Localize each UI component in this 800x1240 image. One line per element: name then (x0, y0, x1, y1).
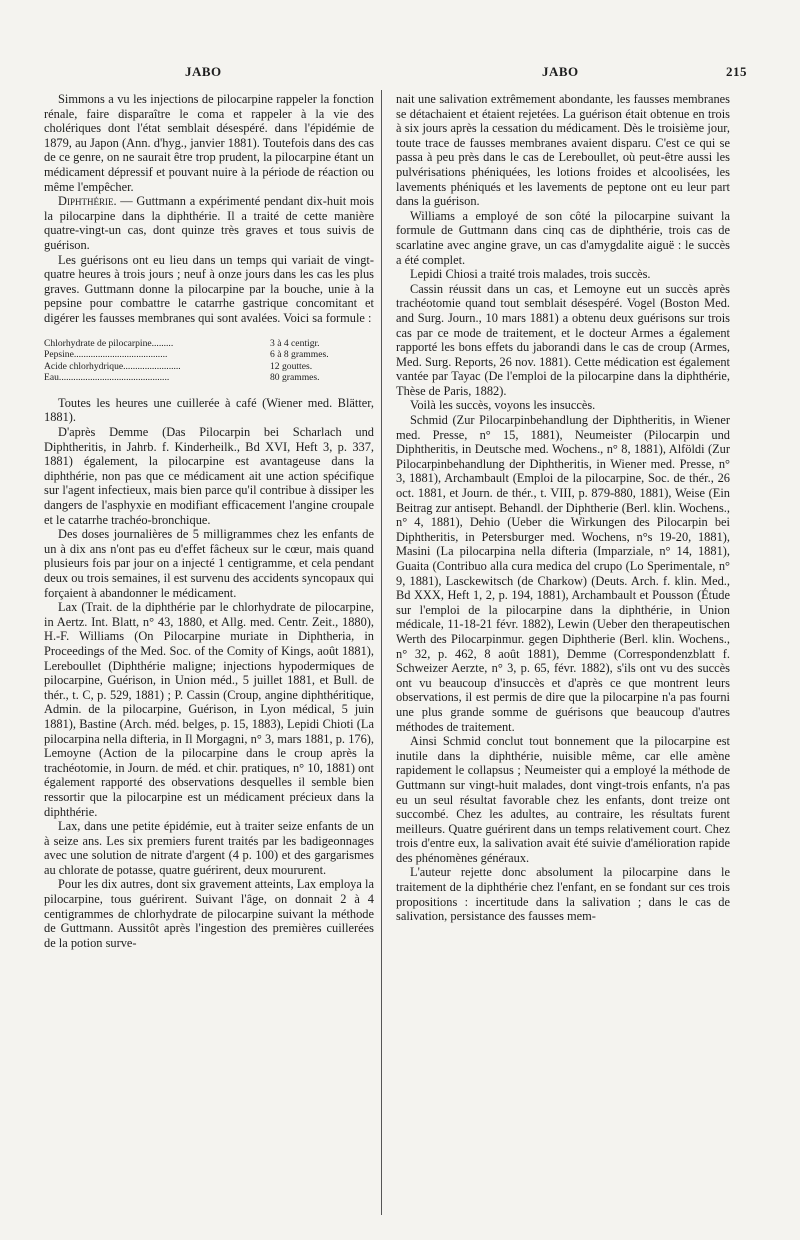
paragraph: L'auteur rejette donc absolument la pilocarpine dans le traitement de la diphthérie chez l'enfant, en se fondant sur ces trois propositions : incertitude dans la salivation ; dans le cas de salivation, persistance des fausses mem- (396, 865, 730, 924)
paragraph: Schmid (Zur Pilocarpinbehandlung der Diphtheritis, in Wiener med. Presse, n° 15, 1881), Neumeister (Pilocarpin und Diphtheritis, in Deutsche med. Wochens., n° 8, 1881), Alföldi (Zur Pilocarpinbehandlung der Diphtheritis, in Wiener med. Presse, n° 3, 1881), Archambault (Emploi de la pilocarpine, Soc. de thér., 26 oct. 1881, et Journ. de thér., t. VIII, p. 879-880, 1881), Weise (Ein Beitrag zur antisept. Behandl. der Diphtherie (Berl. klin. Wochens., n° 4, 1881), Dehio (Ueber die Wirkungen des Pilocarpin bei Diphtheritis, in Petersburger med. Wochens, n°s 19-20, 1881), Masini (La pilocarpina nella difteria (Imparziale, n° 14, 1881), Guaita (Contribuo alla cura medica del crupo (Lo Sperimentale, n° 9, 1881), Lasckewitsch (de Charkow) (Deuts. Arch. f. klin. Med., Bd XXX, Heft 1, 2, p. 194, 1881), Archambault et Pousson (Étude sur l'emploi de la pilocarpine dans la diphthérie, in Union médicale, 11-18-21 févr. 1882), Lewin (Ueber den therapeutischen Werth des Pilocarpinmur. gegen Diphtherie (Berl. klin. Wochens., n° 32, p. 462, 8 août 1881), Demme (Correspondenzblatt f. Schweizer Aerzte, n° 3, p. 65, févr. 1882), s'ils ont vu des succès ont vu beaucoup d'insuccès et d'après ce que montrent leurs observations, il est permis de dire que la pilocarpine n'a pas fourni une plus grande somme de guérisons que beaucoup d'autres méthodes de traitement. (396, 413, 730, 734)
running-head-left: JABO (185, 64, 222, 79)
paragraph: Diphthérie. — Guttmann a expérimenté pendant dix-huit mois la pilocarpine dans la diphthérie. Il a traité de cette manière quatre-vingt-un cas, dont quinze très graves et tous suivis de guérison. (44, 194, 374, 252)
page-number: 215 (726, 64, 747, 79)
right-column (396, 92, 730, 924)
formula-ingredient: Pepsine....................................... (44, 349, 168, 361)
formula-row (44, 338, 374, 350)
formula-row (44, 349, 374, 361)
paragraph: Ainsi Schmid conclut tout bonnement que la pilocarpine est inutile dans la diphthérie, nuisible même, car elle amène rapidement le collapsus ; Neumeister qui a employé la méthode de Guttmann sur vingt-huit malades, dont vingt-trois enfants, n'a pas eu un seul résultat favorable chez les enfants, dont treize ont succombé. Chez les adultes, au contraire, les résultats furent meilleurs. Quatre guérirent dans un temps relativement court. Chez trois d'entre eux, la salivation avait été suivie d'amélioration rapide des phénomènes généraux. (396, 734, 730, 865)
paragraph: Lepidi Chiosi a traité trois malades, trois succès. (410, 267, 651, 282)
paragraph: Voilà les succès, voyons les insuccès. (410, 398, 596, 413)
formula-amount: 80 grammes. (270, 372, 320, 384)
paragraph: Les guérisons ont eu lieu dans un temps qui variait de vingt-quatre heures à trois jours ; neuf à onze jours dans les cas les plus graves. Guttmann donne la pilocarpine par la bouche, unie à la pepsine pour combattre le catarrhe gastrique concomitant et digérer les fausses membranes qui sont avalées. Voici sa formule : (44, 252, 374, 325)
left-column (44, 92, 374, 950)
paragraph: Simmons a vu les injections de pilocarpine rappeler la fonction rénale, faire disparaître le coma et rappeler à la vie des cholériques dont l'état semblait désespéré. dans l'épidémie de 1879, au Japon (Ann. d'hyg., janvier 1881). Toutefois dans des cas de ce genre, on ne saurait être trop prudent, la pilocarpine étant un médicament dépressif et pouvant nuire à la période de réaction ou même l'empêcher. (44, 92, 374, 194)
section-heading: Diphthérie. (58, 194, 117, 209)
formula-row (44, 361, 374, 373)
paragraph: Pour les dix autres, dont six gravement atteints, Lax employa la pilocarpine, tous guérirent. Suivant l'âge, on donnait 2 à 4 centigrammes de chlorhydrate de pilocarpine suivant la méthode de Guttmann. Aussitôt après l'ingestion des premières cuillerées de la potion surve- (44, 877, 374, 950)
formula-amount: 6 à 8 grammes. (270, 349, 329, 361)
formula-row (44, 372, 374, 384)
formula-amount: 12 gouttes. (270, 360, 313, 372)
formula-ingredient: Acide chlorhydrique........................ (44, 360, 181, 372)
column-divider (381, 90, 382, 1215)
formula-ingredient: Chlorhydrate de pilocarpine......... (44, 337, 174, 349)
paragraph: Cassin réussit dans un cas, et Lemoyne eut un succès après trachéotomie quand tout semblait désespéré. Vogel (Boston Med. and Surg. Journ., 10 mars 1881) a obtenu deux guérisons sur trois cas par ce mode de traitement, et le docteur Armes a également rapporté les bons effets du jaborandi dans le cas de croup (Armes, Med. Surg. Reports, 26 nov. 1881). Cette médication est également vantée par Tayac (De l'emploi de la pilocarpine dans la diphthérie, Thèse de Paris, 1882). (396, 281, 730, 398)
prescription-formula (44, 338, 374, 384)
paragraph: nait une salivation extrêmement abondante, les fausses membranes se détachaient et étaient rejetées. La guérison était obtenue en trois à six jours après la cessation du médicament. Dès le troisième jour, toute trace de fausses membranes avaient disparu. C'est ce qui se passa à peu près dans le cas de Lereboullet, où peut-être aussi les pulvérisations phéniquées, les lotions froides et alcoolisées, les lavements phéniqués et les lavements de peptone ont eu leur part dans la guérison. (396, 92, 730, 209)
running-head-right: JABO (542, 64, 579, 79)
paragraph: Toutes les heures une cuillerée à café (Wiener med. Blätter, 1881). (44, 395, 374, 425)
paragraph: D'après Demme (Das Pilocarpin bei Scharlach und Diphtheritis, in Jahrb. f. Kinderheilk., Bd XVI, Heft 3, p. 337, 1881) également, la pilocarpine est avantageuse dans la diphthérie, non pas que ce médicament ait une action spécifique sur l'agent infectieux, mais bien parce qu'il contribue à dissiper les dangers de l'asphyxie en modifiant efficacement l'angine croupale et le catarrhe trachéo-bronchique. (44, 425, 374, 527)
paragraph: Des doses journalières de 5 milligrammes chez les enfants de un à dix ans n'ont pas eu d'effet fâcheux sur le cœur, mais quand plusieurs fois par jour on a injecté 1 centigramme, et cela pendant deux ou trois semaines, il est survenu des accidents syncopaux qui forçaient à abandonner le médicament. (44, 527, 374, 600)
paragraph: Williams a employé de son côté la pilocarpine suivant la formule de Guttmann dans cinq cas de diphthérie, trois cas de scarlatine avec angine grave, un cas d'amygdalite aiguë : le succès a été complet. (396, 208, 730, 267)
paragraph: Lax, dans une petite épidémie, eut à traiter seize enfants de un à seize ans. Les six premiers furent traités par les badigeonnages avec une solution de nitrate d'argent (4 p. 100) et des gargarismes au chlorate de potasse, quatre guérirent, deux moururent. (44, 819, 374, 877)
paragraph: Lax (Trait. de la diphthérie par le chlorhydrate de pilocarpine, in Aertz. Int. Blatt, n° 43, 1880, et Allg. med. Centr. Zeit., 1880), H.-F. Williams (On Pilocarpine muriate in Diphtheria, in Proceedings of the Med. Soc. of the Comity of Kings, août 1881), Lereboullet (Diphthérie maligne; injections hypodermiques de pilocarpine, Guérison, in Union méd., 5 juillet 1881, et Bull. de thér., t. C, p. 529, 1881) ; P. Cassin (Croup, angine diphthéritique, Admin. de la pilocarpine, Guérison, in Lyon médical, 5 juin 1881), Bastine (Arch. méd. belges, p. 15, 1883), Lepidi Chioti (La pilocarpina nella difteria, in Il Morgagni, n° 3, mars 1881, p. 176), Lemoyne (Action de la pilocarpine dans le croup après la trachéotomie, in Journ. de méd. et chir. pratiques, n° 10, 1881) ont également rapporté des observations desquelles il semble bien ressortir que la pilocarpine est un médicament précieux dans la diphthérie. (44, 600, 374, 819)
formula-ingredient: Eau.............................................. (44, 372, 170, 384)
formula-amount: 3 à 4 centigr. (270, 337, 320, 349)
